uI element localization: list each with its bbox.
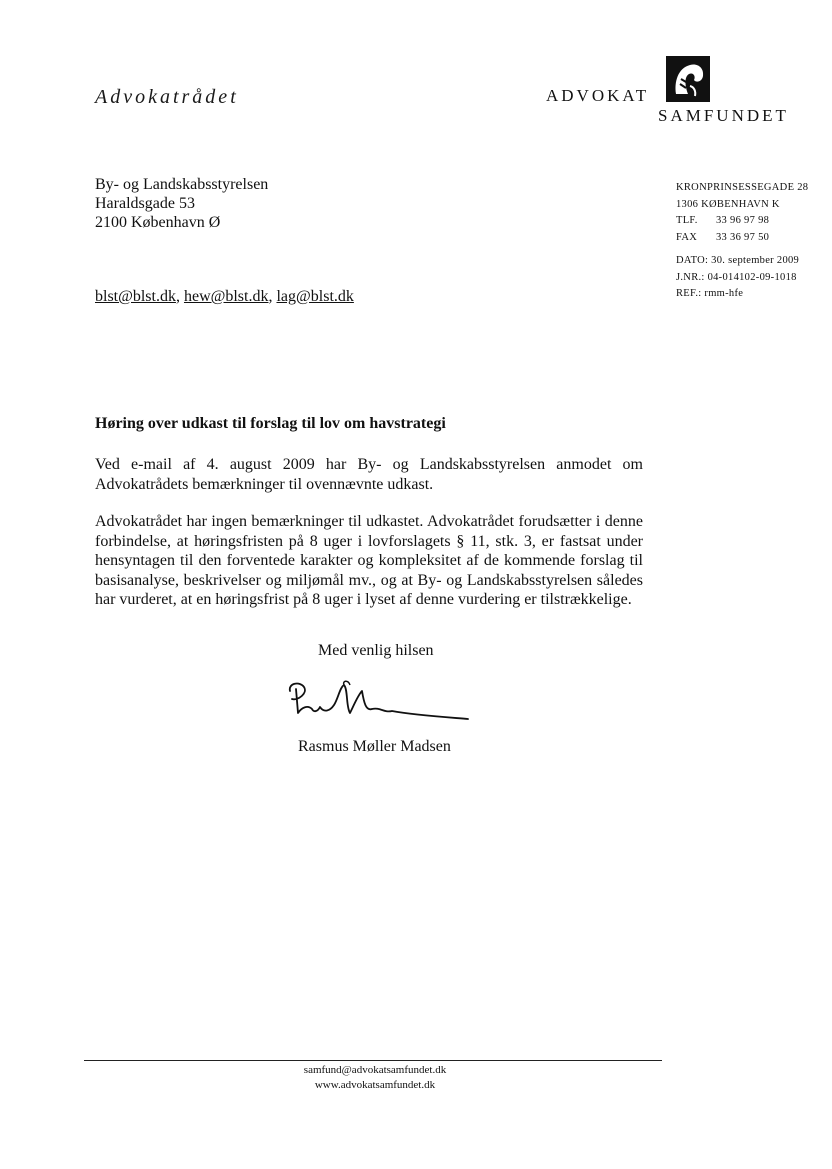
signer-name: Rasmus Møller Madsen xyxy=(298,738,451,755)
email-link[interactable]: hew@blst.dk xyxy=(183,288,269,305)
date-label: DATO: xyxy=(676,255,709,266)
letter-subject: Høring over udkast til forslag til lov om havstrategi xyxy=(95,415,446,432)
recipient-name: By- og Landskabsstyrelsen xyxy=(95,176,269,193)
advokatsamfundet-logo xyxy=(546,56,806,131)
fax-number: 33 36 97 50 xyxy=(716,231,770,243)
phone-label: TLF. xyxy=(676,215,698,226)
logo-word-top: ADVOKAT xyxy=(546,86,650,105)
logo-word-bottom: SAMFUNDET xyxy=(658,106,789,125)
recipient-emails: blst@blst.dk, hew@blst.dk, lag@blst.dk xyxy=(95,288,354,305)
footer xyxy=(270,1063,480,1093)
sender-street: KRONPRINSESSEGADE 28 xyxy=(676,182,809,193)
reference xyxy=(676,286,808,303)
phone-number: 33 96 97 98 xyxy=(716,215,770,226)
jnr-label: J.NR.: xyxy=(676,271,705,283)
ref-label: REF.: xyxy=(676,288,702,299)
sender-city: 1306 KØBENHAVN K xyxy=(676,198,780,210)
recipient-street: Haraldsgade 53 xyxy=(95,195,195,212)
helmet-emblem-icon xyxy=(666,56,710,102)
footer-divider xyxy=(84,1060,662,1061)
date-value: 30. september 2009 xyxy=(711,255,800,266)
body-paragraph: Advokatrådet har ingen bemærkninger til udkastet. Advokatrådet forudsætter i denne forbindelse, at høringsfristen på 8 uger i lovforslagets § 11, stk. 3, er fastsat under hensyntagen til den forventede karakter og kompleksitet af de kommende forslag til basisanalyse, beskrivelser og miljømål mv., og at By- og Landskabsstyrelsen således har vurderet, at en høringsfrist på 8 uger i lyset af denne vurdering er tilstrækkelige. xyxy=(95,513,643,608)
council-name: Advokatrådet xyxy=(95,86,239,108)
fax-label: FAX xyxy=(676,231,698,243)
closing-greeting: Med venlig hilsen xyxy=(318,642,434,659)
body-paragraph: Ved e-mail af 4. august 2009 har By- og Landskabsstyrelsen anmodet om Advokatrådets bemærkninger til ovennævnte udkast. xyxy=(95,456,643,493)
email-link[interactable]: blst@blst.dk xyxy=(95,288,176,305)
handwritten-signature xyxy=(284,677,474,727)
sender-fax xyxy=(676,230,808,247)
jnr-value: 04-014102-09-1018 xyxy=(707,271,797,283)
recipient-city: 2100 København Ø xyxy=(95,214,221,231)
journal-number xyxy=(676,270,808,287)
sender-details xyxy=(676,180,808,303)
email-link[interactable]: lag@blst.dk xyxy=(276,288,354,305)
recipient-address xyxy=(95,175,268,232)
footer-email[interactable]: samfund@advokatsamfundet.dk xyxy=(303,1064,447,1076)
footer-website[interactable]: www.advokatsamfundet.dk xyxy=(314,1079,436,1091)
letter-date xyxy=(676,253,808,270)
ref-value: rmm-hfe xyxy=(704,288,744,299)
sender-phone xyxy=(676,213,808,230)
